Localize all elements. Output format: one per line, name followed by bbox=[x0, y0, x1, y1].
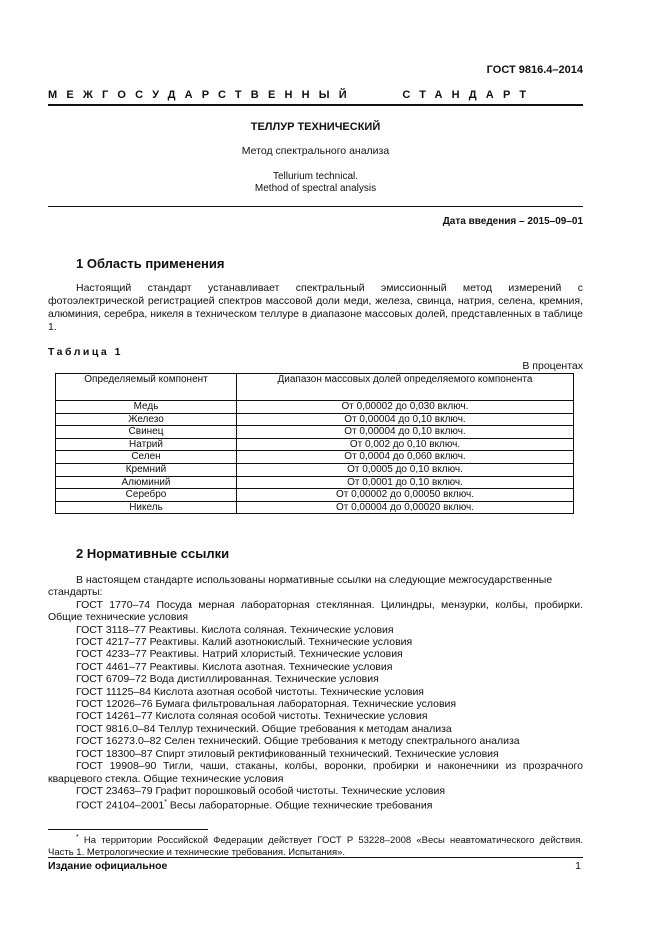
table-row bbox=[56, 463, 574, 476]
footer-rule bbox=[48, 857, 583, 858]
table-cell-range: От 0,002 до 0,10 включ. bbox=[237, 438, 574, 451]
table-cell-component: Селен bbox=[56, 451, 237, 464]
table-cell-range: От 0,00002 до 0,00050 включ. bbox=[237, 489, 574, 502]
table-cell-component: Натрий bbox=[56, 438, 237, 451]
reference-item: ГОСТ 23463–79 Графит порошковый особой чистоты. Технические условия bbox=[76, 784, 446, 797]
reference-item: ГОСТ 11125–84 Кислота азотная особой чистоты. Технические условия bbox=[76, 685, 424, 698]
english-title bbox=[48, 171, 583, 195]
standard-label: СТАНДАРТ bbox=[402, 89, 536, 101]
table-cell-component: Свинец bbox=[56, 426, 237, 439]
table-cell-component: Железо bbox=[56, 413, 237, 426]
reference-item: ГОСТ 9816.0–84 Теллур технический. Общие требования к методам анализа bbox=[76, 722, 452, 735]
table-row bbox=[56, 426, 574, 439]
references-intro: В настоящем стандарте использованы нормативные ссылки на следующие межгосударственные стандарты: bbox=[48, 574, 553, 599]
page-number: 1 bbox=[575, 860, 581, 872]
reference-item-last bbox=[48, 797, 583, 812]
table-cell-range: От 0,00002 до 0,030 включ. bbox=[237, 401, 574, 414]
reference-item: ГОСТ 6709–72 Вода дистиллированная. Технические условия bbox=[76, 673, 379, 686]
table-header-range: Диапазон массовых долей определяемого компонента bbox=[237, 374, 574, 401]
table-cell-range: От 0,0004 до 0,060 включ. bbox=[237, 451, 574, 464]
section2-heading: 2 Нормативные ссылки bbox=[76, 546, 230, 561]
table-cell-component: Алюминий bbox=[56, 476, 237, 489]
table1 bbox=[55, 373, 574, 514]
document-subtitle: Метод спектрального анализа bbox=[241, 145, 390, 157]
footnote-marker: * bbox=[76, 834, 79, 841]
table-row bbox=[56, 401, 574, 414]
normative-references bbox=[48, 574, 583, 812]
table-cell-range: От 0,0001 до 0,10 включ. bbox=[237, 476, 574, 489]
header-rule bbox=[48, 104, 583, 106]
table-row bbox=[56, 476, 574, 489]
table-cell-range: От 0,00004 до 0,10 включ. bbox=[237, 426, 574, 439]
footnote-rule bbox=[48, 829, 208, 830]
table-cell-range: От 0,0005 до 0,10 включ. bbox=[237, 463, 574, 476]
reference-item: ГОСТ 4217–77 Реактивы. Калий азотнокислый. Технические условия bbox=[76, 636, 413, 649]
document-number: ГОСТ 9816.4–2014 bbox=[486, 64, 583, 76]
english-title-line1: Tellurium technical. bbox=[272, 171, 359, 182]
document-title: ТЕЛЛУР ТЕХНИЧЕСКИЙ bbox=[250, 121, 381, 133]
table-cell-component: Медь bbox=[56, 401, 237, 414]
table-row bbox=[56, 413, 574, 426]
introduction-date: Дата введения – 2015–09–01 bbox=[442, 216, 583, 227]
reference-item: ГОСТ 1770–74 Посуда мерная лабораторная стеклянная. Цилиндры, мензурки, колбы, пробирки. Общие технические условия bbox=[48, 598, 583, 624]
reference-item: ГОСТ 18300–87 Спирт этиловый ректификованный технический. Технические условия bbox=[76, 747, 499, 760]
table-header-row bbox=[56, 374, 574, 401]
table1-unit: В процентах bbox=[522, 360, 583, 372]
table-cell-range: От 0,00004 до 0,10 включ. bbox=[237, 413, 574, 426]
section1-text bbox=[48, 282, 583, 334]
title-rule bbox=[48, 206, 583, 207]
reference-item: ГОСТ 12026–76 Бумага фильтровальная лабораторная. Технические условия bbox=[76, 698, 457, 711]
section1-heading: 1 Область применения bbox=[76, 256, 225, 271]
table-cell-component: Кремний bbox=[56, 463, 237, 476]
table-row bbox=[56, 451, 574, 464]
footnote bbox=[48, 832, 583, 859]
table-cell-component: Никель bbox=[56, 501, 237, 514]
reference-item: ГОСТ 3118–77 Реактивы. Кислота соляная. Технические условия bbox=[76, 623, 394, 636]
reference-item: ГОСТ 19908–90 Тигли, чаши, стаканы, колбы, воронки, пробирки и наконечники из прозрачного кварцевого стекла. Общие технические условия bbox=[48, 760, 583, 785]
reference-item: ГОСТ 4461–77 Реактивы. Кислота азотная. Технические условия bbox=[76, 660, 393, 673]
reference-item: ГОСТ 14261–77 Кислота соляная особой чистоты. Технические условия bbox=[76, 710, 428, 723]
table-cell-component: Серебро bbox=[56, 489, 237, 502]
official-edition-label: Издание официальное bbox=[48, 860, 168, 872]
reference-last-code: ГОСТ 24104–2001 bbox=[76, 799, 165, 812]
reference-item: ГОСТ 4233–77 Реактивы. Натрий хлористый. Технические условия bbox=[76, 648, 403, 661]
reference-item: ГОСТ 16273.0–82 Селен технический. Общие требования к методу спектрального анализа bbox=[76, 735, 520, 748]
interstate-label: МЕЖГОСУДАРСТВЕННЫЙ bbox=[48, 89, 356, 101]
table-row bbox=[56, 489, 574, 502]
interstate-standard-banner bbox=[48, 89, 588, 101]
table-cell-range: От 0,00004 до 0,00020 включ. bbox=[237, 501, 574, 514]
table-row bbox=[56, 438, 574, 451]
table-row bbox=[56, 501, 574, 514]
table-header-component: Определяемый компонент bbox=[56, 374, 237, 401]
table1-caption: Таблица 1 bbox=[48, 346, 124, 358]
section1-paragraph: Настоящий стандарт устанавливает спектральный эмиссионный метод измерений с фотоэлектрической регистрацией спектров массовой доли меди, железа, свинца, натрия, селена, кремния, алюминия, серебра, никеля в техническом теллуре в диапазоне массовых долей, представленных в таблице 1. bbox=[48, 282, 583, 333]
footnote-marker: * bbox=[164, 799, 167, 807]
reference-last-title: Весы лабораторные. Общие технические требования bbox=[169, 799, 433, 812]
footnote-text: На территории Российской Федерации действует ГОСТ Р 53228–2008 «Весы неавтоматического действия. Часть 1. Метрологические и технические требования. Испытания». bbox=[48, 835, 583, 859]
english-title-line2: Method of spectral analysis bbox=[254, 183, 377, 194]
